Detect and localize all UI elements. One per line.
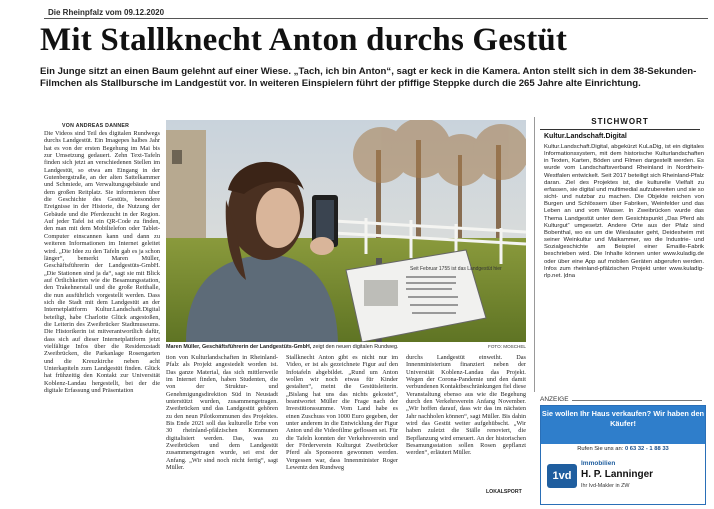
column-4-text: durchs Landgestüt einweiht. Das Innenministerium finanziert neben der Universität Koblenz-Landau das Projekt. Wegen der Corona-Pandemie und den damit verbundenen Kontaktbeschränkungen fiel diese Veranstaltung ebenso aus wie die Begehung durch den Verkehrsverein Anfang November. „Wir hoffen darauf, dass wir das im nächsten Jahr nachholen können“, sagt Müller. Bis dahin wird das Gestüt weiter aufgehübscht. „Wir haben zuletzt die Ställe renoviert, die Bepflanzung wird erneuert. An der historischen Besamungsstation sollen Rosen gepflanzt werden“, erläutert Müller. bbox=[406, 354, 526, 457]
ad-subline: Ihr Ivd-Makler in ZW bbox=[581, 483, 630, 489]
ad-call-prefix: Rufen Sie uns an: bbox=[577, 446, 624, 452]
ad-phone: 0 63 32 - 1 88 33 bbox=[624, 446, 669, 452]
stichwort-body: Kultur.Landschaft.Digital, abgekürzt KuLaDig, ist ein digitales Informationssystem, mit dem historische Kulturlandschaften in Texten, Karten, Böden und Filmen dargestellt werden. Es wurde vom Landschaftsverband Rheinland in Nordrhein-Westfalen entwickelt. Seit 2017 beteiligt sich Rheinland-Pfalz daran. Ziel des Projektes ist, die kulturelle Vielfalt zu erfassen, sie digital und multimedial aufzubereiten und sie so sicht- und nutzbar zu machen. Die Objekte reichen von Burgen und Schlössern über Fabriken, Weinfelder und das Leben an und vom Wasser. In Zweibrücken wurde das Thema Landgestüt unter dem Gesichtspunkt „Das Pferd als Kulturgut“ umgesetzt. Andere Orte aus der Pfalz sind Bobenthal, wo es um die Wieslauter geht, Deidesheim mit seiner Weinkultur und Maikammer, wo die Industrie- und Sozialgeschichte am Beispiel einer Emaille-Fabrik beschrieben wird. Die Inhalte können unter www.kuladig.de oder über eine App auf mobilen Geräten abgerufen werden. Infos zum rheinland-pfälzischen Projekt unter www.kuladig-rlp.net. |dna bbox=[544, 144, 704, 279]
ad-company-name: H. P. Lanninger bbox=[581, 469, 654, 480]
article-column-4 bbox=[406, 354, 526, 488]
ad-label: ANZEIGE bbox=[540, 396, 569, 403]
article-column-1 bbox=[44, 130, 160, 502]
article-photo bbox=[166, 120, 526, 342]
ad-label-rule bbox=[572, 400, 702, 401]
section-tag: LOKALSPORT bbox=[486, 489, 522, 495]
ivd-logo-icon: 1vd bbox=[547, 464, 577, 488]
caption-rest: zeigt den neuen digitalen Rundweg. bbox=[312, 344, 399, 350]
sign-text: Seit Februar 1755 ist das Landgestüt hier bbox=[410, 266, 502, 272]
article-column-3 bbox=[286, 354, 398, 502]
stichwort-header: STICHWORT bbox=[540, 117, 700, 130]
article-column-2 bbox=[166, 354, 278, 502]
photo-caption bbox=[166, 344, 526, 350]
advertisement[interactable] bbox=[540, 405, 706, 505]
photo-illustration bbox=[166, 120, 526, 342]
caption-name: Maren Müller, Geschäftsführerin der Landgestüts-GmbH, bbox=[166, 344, 312, 350]
column-3-text: Stallknecht Anton gibt es nicht nur im Video, er ist als gezeichnete Figur auf den Infotafeln abgebildet. „Rund um Anton wollen wir noch etwas für Kinder gestalten“, meint die Gestütsleiterin. „Bislang hat uns das nichts gekostet“, beantwortet Müller die Frage nach der Investitionssumme. Vom Land habe es einen Zuschuss von 1000 Euro gegeben, der unter anderem in die Entwicklung der Figur Anton und die Videofilme geflossen sei. Für die Tafeln konnten der Verkehrsverein und der Förderverein Kulturgut Zweibrücker Pferd als Sponsoren gewonnen werden. Vergessen war, dass Innenminister Roger Lewentz den Rundweg bbox=[286, 354, 398, 472]
masthead: Die Rheinpfalz vom 09.12.2020 bbox=[48, 8, 165, 17]
photo-credit: FOTO: MOSCHEL bbox=[488, 344, 526, 349]
byline: VON ANDREAS DANNER bbox=[62, 123, 130, 129]
column-1-text: Die Videos sind Teil des digitalen Rundwegs durchs Landgestüt. Ein Imagepes halbes Jahr hat es von der ersten Begehung im Mai bis zur Umsetzung gedauert. Zehn Text-Tafeln finden sich jetzt an verschiedenen Stellen im Landgestüt, so etwa am Eingang in der Gutenbergstraße, an der alten Sattelkammer und Schmiede, am Verwaltungsgebäude und dem großen Reitplatz. Sie informieren über die Geschichte des Gestüts, besondere Ereignisse in der Historie, die Nutzung der Gebäude und die Pferdezucht in der Region. Auf jeder Tafel ist ein QR-Code zu finden, den man mit dem Mobiltelefon oder Tablet-Computer einscannen kann und dann zu weiteren Informationen im Internet geleitet wird. „Die Idee zu den Tafeln gab es ja schon länger“, bemerkt Maren Müller, Geschäftsführerin der Landgestüts-GmbH. „Die Stationen sind ja da“, sagt sie mit Blick auf Örtlichkeiten wie die Besamungsstation, den Trakehnerstall und die große Reithalle, die nun ausführlich vorgestellt werden. Dass sich die Stadt mit dem Landgestüt an der Internetplattform Kultur.Landschaft.Digital beteiligt, habe Charlotte Glück angestoßen, die Leiterin des Zweibrücker Stadtmuseums. Die Historikerin ist mitverantwortlich dafür, dass sich auf dieser Internetplattform jetzt vielfältige Infos über die Residenzstadt Zweibrücken, die Parkanlage Rosengarten und die Kreuzkirche neben acht Unterkapiteln zum Landgestüt finden. Glück hat frühzeitig den Kontakt zur Universität Koblenz-Landau hergestellt, bei der die digitale Erfassung und Präsentation bbox=[44, 130, 160, 395]
sidebar-divider bbox=[534, 117, 535, 392]
stichwort-title: Kultur.Landschaft.Digital bbox=[544, 133, 627, 140]
masthead-rule bbox=[44, 18, 708, 19]
lead-paragraph: Ein Junge sitzt an einen Baum gelehnt auf einer Wiese. „Tach, ich bin Anton“, sagt er keck in die Kamera. Anton stellt sich in dem 38-Sekunden-Filmchen als Stallbursche im Landgestüt vor. In weiteren Einspielern führt der pfiffige Steppke durch die 265 Jahre alte Einrichtung. bbox=[40, 66, 697, 89]
ad-headline: Sie wollen Ihr Haus verkaufen? Wir haben den Käufer! bbox=[541, 406, 705, 444]
ad-category: Immobilien bbox=[581, 460, 616, 467]
column-2-text: tion von Kulturlandschaften in Rheinland-Pfalz als Projekt angesiedelt worden ist. Das ganze Material, das sich mittlerweile im Internet finden, haben Studenten, die von der Struktur- und Genehmigungsdirektion Süd in Neustadt unterstützt wurden, zusammengetragen. Zweibrücken und das Landgestüt gehören zu den neun Pilotkommunen des Projektes. Bis Ende 2021 soll das kulturelle Erbe von 30 rheinland-pfälzischen Kommunen digitalisiert werden. Das, was zu Zweibrücken und dem Landgestüt zusammengetragen wurde, sei erst der Anfang. „Wir sind noch nicht fertig“, sagt Müller. bbox=[166, 354, 278, 472]
ad-call-line bbox=[541, 446, 705, 452]
headline: Mit Stallknecht Anton durchs Gestüt bbox=[40, 22, 568, 58]
